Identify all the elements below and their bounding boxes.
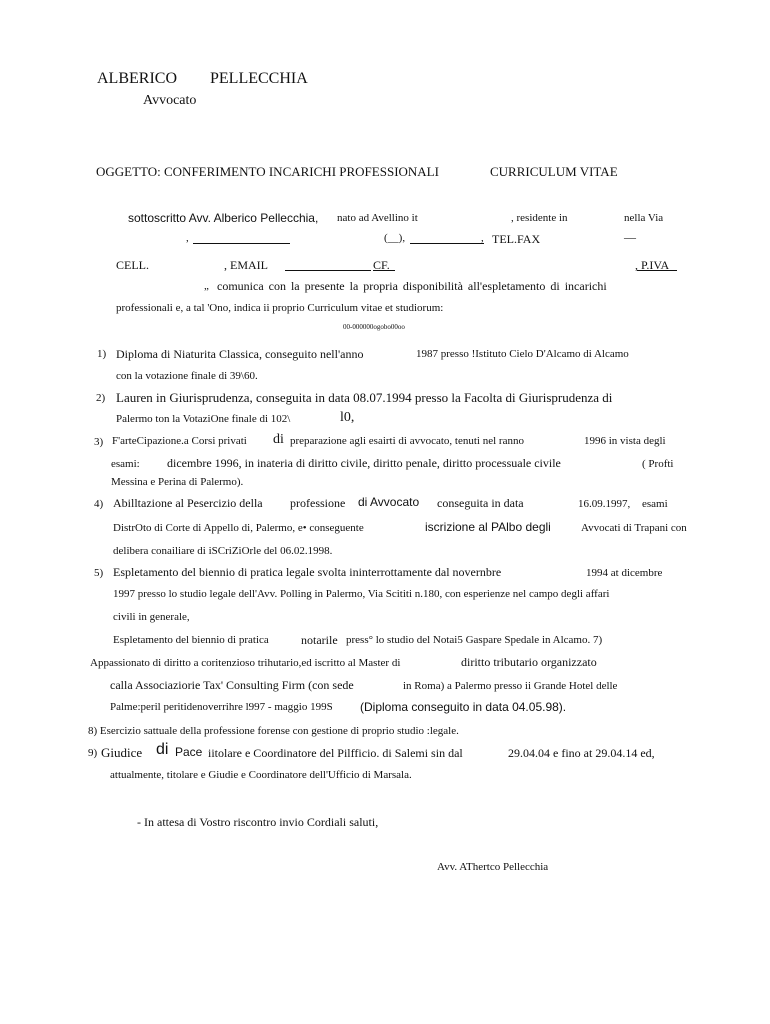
blank-underline-3 xyxy=(285,270,371,271)
item-4-text: DistrOto di Corte di Appello di, Palermo, e• conseguente xyxy=(113,522,364,534)
item-4-text: Abilltazione al Pesercizio della xyxy=(113,496,263,510)
province-field: (__), xyxy=(384,232,406,244)
communicates: comunica con la presente la propria disponibilità all'espletamento di incarichi xyxy=(217,279,607,293)
item-5-text: 1997 presso lo studio legale dell'Avv. Polling in Palermo, Via Scititi n.180, con esperienze nel campo degli affari xyxy=(113,588,610,600)
piva: , P.IVA xyxy=(635,258,670,272)
field-comma-2: , xyxy=(481,232,484,244)
item-4-text: conseguita in data xyxy=(437,496,524,510)
via: nella Via xyxy=(624,212,664,224)
item-9-text: iitolare e Coordinatore del Pilfficio. di Salemi sin dal xyxy=(208,746,463,760)
item-7-text: diritto tributario organizzato xyxy=(461,655,597,669)
item-5-text: 1994 at dicembre xyxy=(586,567,663,579)
item-6-text: press° lo studio del Notai5 Gaspare Spedale in Alcamo. 7) xyxy=(346,634,603,646)
item-number: 1) xyxy=(97,348,107,360)
profession: Avvocato xyxy=(143,93,197,108)
item-4-text: professione xyxy=(290,496,346,510)
item-3-text: preparazione agli esairti di avvocato, tenuti nel ranno xyxy=(290,435,524,447)
item-1-text: 1987 presso !Istituto Cielo D'Alcamo di Alcamo xyxy=(416,348,629,360)
item-4-text: Avvocati di Trapani con xyxy=(581,522,687,534)
item-9-text: di xyxy=(156,741,169,758)
telfax: TEL.FAX xyxy=(492,232,541,246)
name-first: ALBERICO xyxy=(97,70,177,87)
item-number: 5) xyxy=(94,567,104,579)
item-7-text: calla Associaziorie Tax' Consulting Firm (con sede xyxy=(110,678,354,692)
dash: — xyxy=(624,230,636,244)
item-3-text: esami: xyxy=(111,458,140,470)
blank-underline-1 xyxy=(193,243,290,244)
item-2-text: Palermo ton la VotaziOne finale di 102\ xyxy=(116,413,291,425)
piva-underline xyxy=(637,270,677,271)
item-number: 4) xyxy=(94,498,104,510)
item-4-text: iscrizione al PAlbo degli xyxy=(425,520,551,534)
item-7-text: (Diploma conseguito in data 04.05.98). xyxy=(360,700,567,714)
item-4-text: 16.09.1997, xyxy=(578,498,631,510)
email: , EMAIL xyxy=(224,258,268,272)
item-7-text: in Roma) a Palermo presso ii Grande Hotel delle xyxy=(403,680,618,692)
item-9-text: Pace xyxy=(175,745,203,759)
item-4-text: di Avvocato xyxy=(358,495,420,509)
item-9-text: 29.04.04 e fino at 29.04.14 ed, xyxy=(508,746,655,760)
item-number: 3) xyxy=(94,436,104,448)
availability: professionali e, a tal 'Ono, indica ii proprio Curriculum vitae et studiorum: xyxy=(116,302,444,314)
item-3-text: F'arteCipazione.a Corsi privati xyxy=(112,435,247,447)
signer: sottoscritto Avv. Alberico Pellecchia, xyxy=(128,211,319,225)
item-6-text: Espletamento del biennio di pratica xyxy=(113,634,269,646)
item-3-text: ( Profti xyxy=(642,458,674,470)
field-comma: , xyxy=(186,232,189,244)
item-3-text: dicembre 1996, in inateria di diritto civile, diritto penale, diritto processuale civile xyxy=(167,456,561,470)
subject-line: OGGETTO: CONFERIMENTO INCARICHI PROFESSIONALI xyxy=(96,164,439,179)
item-4-text: delibera conailiare di iSCriZiOrle del 06.02.1998. xyxy=(113,545,333,557)
cf-underline xyxy=(373,270,395,271)
item-number: 2) xyxy=(96,392,106,404)
resident: , residente in xyxy=(511,212,568,224)
item-2-text: Lauren in Giurisprudenza, conseguita in data 08.07.1994 presso la Facolta di Giurisprudenza di xyxy=(116,390,613,405)
subject-cv: CURRICULUM VITAE xyxy=(490,164,618,179)
item-2-text: l0, xyxy=(340,410,355,425)
item-3-text: di xyxy=(273,432,284,447)
item-7-text: Appassionato di diritto a coritenzioso trihutario,ed iscritto al Master di xyxy=(90,657,401,669)
item-7-text: Palme:peril peritidenoverrihre l997 - maggio 199S xyxy=(110,701,333,713)
closing-greeting: - In attesa di Vostro riscontro invio Cordiali saluti, xyxy=(137,815,379,829)
signature: Avv. AThertco Pellecchia xyxy=(437,861,549,873)
item-3-text: Messina e Perina di Palermo). xyxy=(111,476,244,488)
item-8-text: 8) Esercizio sattuale della professione forense con gestione di proprio studio :legale. xyxy=(88,725,459,737)
item-5-text: Espletamento del biennio di pratica legale svolta ininterrottamente dal novernbre xyxy=(113,565,502,579)
item-number: 9) xyxy=(88,747,98,759)
item-6-text: notarile xyxy=(301,633,338,647)
small-comma: „ xyxy=(204,280,209,292)
item-5-text: civili in generale, xyxy=(113,611,190,623)
item-3-text: 1996 in vista degli xyxy=(584,435,666,447)
garbled-text: 00-000000ogobo00oo xyxy=(343,323,405,331)
item-4-text: esami xyxy=(642,498,668,510)
item-9-text: Giudice xyxy=(101,745,143,760)
cf: CF. xyxy=(373,258,390,272)
cell: CELL. xyxy=(116,258,149,272)
item-9-text: attualmente, titolare e Giudie e Coordinatore dell'Ufficio di Marsala. xyxy=(110,769,412,781)
born-place: nato ad Avellino it xyxy=(337,212,418,224)
item-1-text: con la votazione finale di 39\60. xyxy=(116,370,258,382)
item-1-text: Diploma di Niaturita Classica, conseguito nell'anno xyxy=(116,347,364,361)
name-last: PELLECCHIA xyxy=(210,70,308,87)
blank-underline-2 xyxy=(410,243,484,244)
